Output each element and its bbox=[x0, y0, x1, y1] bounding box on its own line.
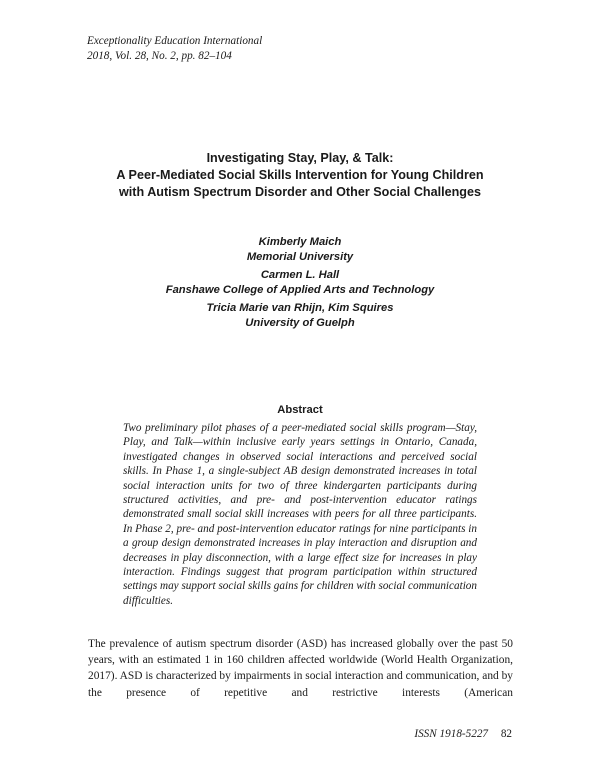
author-affiliation: University of Guelph bbox=[245, 317, 355, 330]
author-names: Carmen L. Hall bbox=[260, 268, 340, 281]
author-affiliation: Fanshawe College of Applied Arts and Technology bbox=[165, 284, 435, 297]
issn: ISSN 1918-5227 bbox=[414, 728, 489, 740]
page-number: 82 bbox=[500, 728, 512, 740]
author-block bbox=[60, 235, 540, 331]
body-paragraph: The prevalence of autism spectrum disorder (ASD) has increased globally over the past 50 years, with an estimated 1 in 160 children affected worldwide (World Health Organization, 2017). ASD is characterized by impairments in social interaction and communication, and by the presence of repetitive and restrictive interests (American bbox=[88, 638, 513, 699]
title-line-3: with Autism Spectrum Disorder and Other Social Challenges bbox=[118, 185, 482, 199]
author-affiliation: Memorial University bbox=[246, 251, 354, 264]
journal-citation: 2018, Vol. 28, No. 2, pp. 82–104 bbox=[87, 50, 232, 62]
author-names: Kimberly Maich bbox=[258, 236, 342, 248]
journal-name: Exceptionality Education International bbox=[87, 35, 263, 47]
abstract-heading: Abstract bbox=[277, 404, 323, 416]
page-footer bbox=[414, 728, 512, 740]
author-names: Tricia Marie van Rhijn, Kim Squires bbox=[206, 301, 394, 314]
title-line-1: Investigating Stay, Play, & Talk: bbox=[206, 151, 394, 165]
abstract-text: Two preliminary pilot phases of a peer-mediated social skills program—Stay, Play, and Talk—within inclusive early years settings in Ontario, Canada, investigated changes in observed social interactions and perceived social skills. In Phase 1, a single-subject AB design demonstrated increases in total social interaction units for two of three kindergarten participants during structured activities, and pre- and post-intervention educator ratings demonstrated small social skill increases with peers for all three participants. In Phase 2, pre- and post-intervention educator ratings for nine participants in a group design demonstrated increases in play interaction and disruption and decreases in play disconnection, with a large effect size for increases in play interaction. Findings suggest that program participation within structured settings may support social skills gains for children with social communication difficulties. bbox=[123, 422, 477, 607]
title-line-2: A Peer-Mediated Social Skills Intervention for Young Children bbox=[116, 168, 484, 182]
article-title bbox=[60, 150, 540, 201]
journal-header bbox=[87, 34, 262, 64]
